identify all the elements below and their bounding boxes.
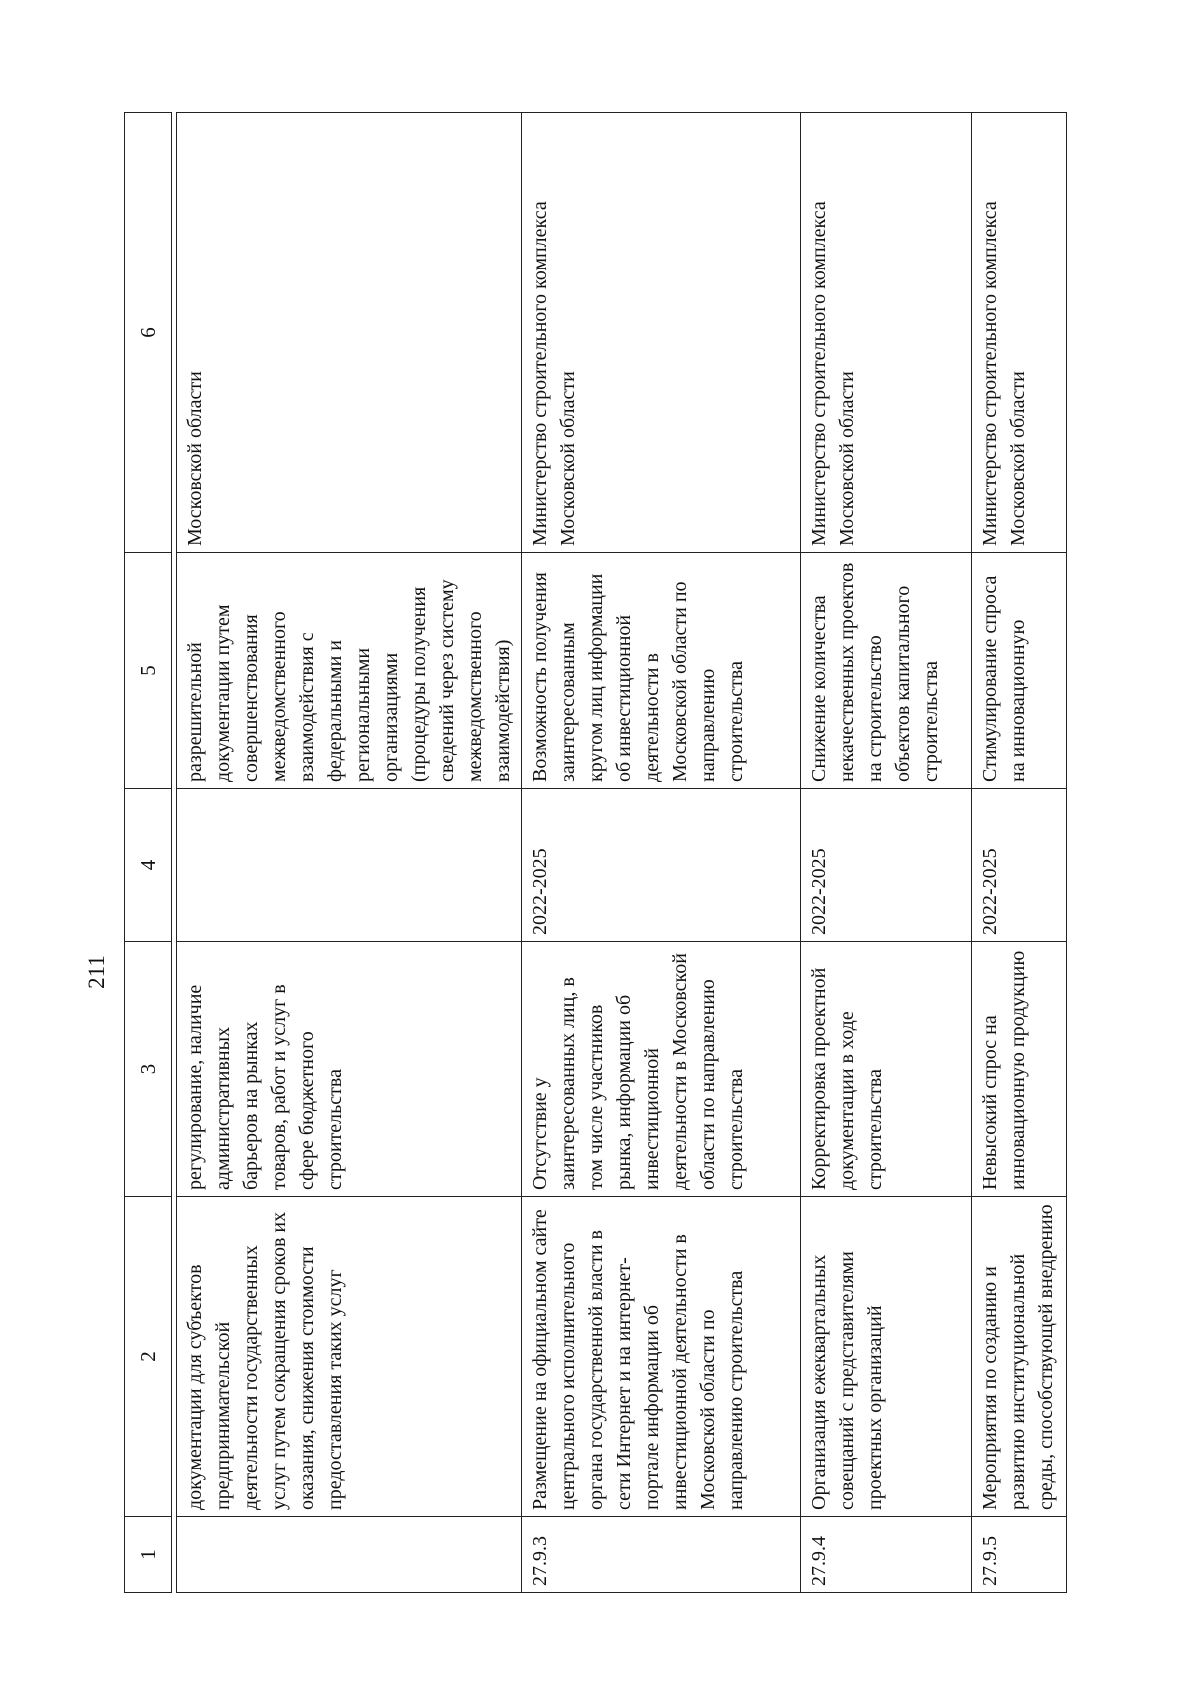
period-cell bbox=[177, 789, 522, 942]
row-number: 27.9.3 bbox=[522, 1517, 801, 1593]
column-header-4: 4 bbox=[125, 789, 172, 942]
result-cell: Снижение количества некачественных проектов на строительство объектов капитального строительства bbox=[801, 553, 972, 789]
executor-cell: Московской области bbox=[177, 113, 522, 553]
rotated-page-content bbox=[124, 113, 1200, 1593]
table-row bbox=[522, 113, 801, 1593]
row-number bbox=[177, 1517, 522, 1593]
result-cell: Возможность получения заинтересованным кругом лиц информации об инвестиционной деятельности в Московской области по направлению строительства bbox=[522, 553, 801, 789]
problem-cell: Невысокий спрос на инновационную продукцию bbox=[972, 942, 1067, 1197]
measure-cell: Организация ежеквартальных совещаний с представителями проектных организаций bbox=[801, 1197, 972, 1517]
row-number: 27.9.5 bbox=[972, 1517, 1067, 1593]
executor-cell: Министерство строительного комплекса Московской области bbox=[522, 113, 801, 553]
column-header-5: 5 bbox=[125, 553, 172, 789]
result-cell: Стимулирование спроса на инновационную bbox=[972, 553, 1067, 789]
problem-cell: Отсутствие у заинтересованных лиц, в том числе участников рынка, информации об инвестиционной деятельности в Московской области по направлению строительства bbox=[522, 942, 801, 1197]
problem-cell: Корректировка проектной документации в ходе строительства bbox=[801, 942, 972, 1197]
row-number: 27.9.4 bbox=[801, 1517, 972, 1593]
problem-cell: регулирование, наличие административных барьеров на рынках товаров, работ и услуг в сфере бюджетного строительства bbox=[177, 942, 522, 1197]
executor-cell: Министерство строительного комплекса Московской области bbox=[801, 113, 972, 553]
page-number: 211 bbox=[84, 955, 109, 989]
table-header-row bbox=[125, 113, 172, 1593]
measure-cell: Мероприятия по созданию и развитию институциональной среды, способствующей внедрению bbox=[972, 1197, 1067, 1517]
column-header-3: 3 bbox=[125, 942, 172, 1197]
column-header-1: 1 bbox=[125, 1517, 172, 1593]
table-row bbox=[177, 113, 522, 1593]
period-cell: 2022-2025 bbox=[801, 789, 972, 942]
column-header-6: 6 bbox=[125, 113, 172, 553]
measure-cell: Размещение на официальном сайте центрального исполнительного органа государственной власти в сети Интернет и на интернет-портале информации об инвестиционной деятельности в Московской области по направлению строительства bbox=[522, 1197, 801, 1517]
measures-table bbox=[124, 112, 1067, 1593]
executor-cell: Министерство строительного комплекса Московской области bbox=[972, 113, 1067, 553]
result-cell: разрешительной документации путем совершенствования межведомственного взаимодействия с федеральными и региональными организациями (процедуры получения сведений через систему межведомственного взаимодействия) bbox=[177, 553, 522, 789]
column-header-2: 2 bbox=[125, 1197, 172, 1517]
period-cell: 2022-2025 bbox=[522, 789, 801, 942]
table-row bbox=[801, 113, 972, 1593]
table-row bbox=[972, 113, 1067, 1593]
period-cell: 2022-2025 bbox=[972, 789, 1067, 942]
measure-cell: документации для субъектов предпринимательской деятельности государственных услуг путем сокращения сроков их оказания, снижения стоимости предоставления таких услуг bbox=[177, 1197, 522, 1517]
